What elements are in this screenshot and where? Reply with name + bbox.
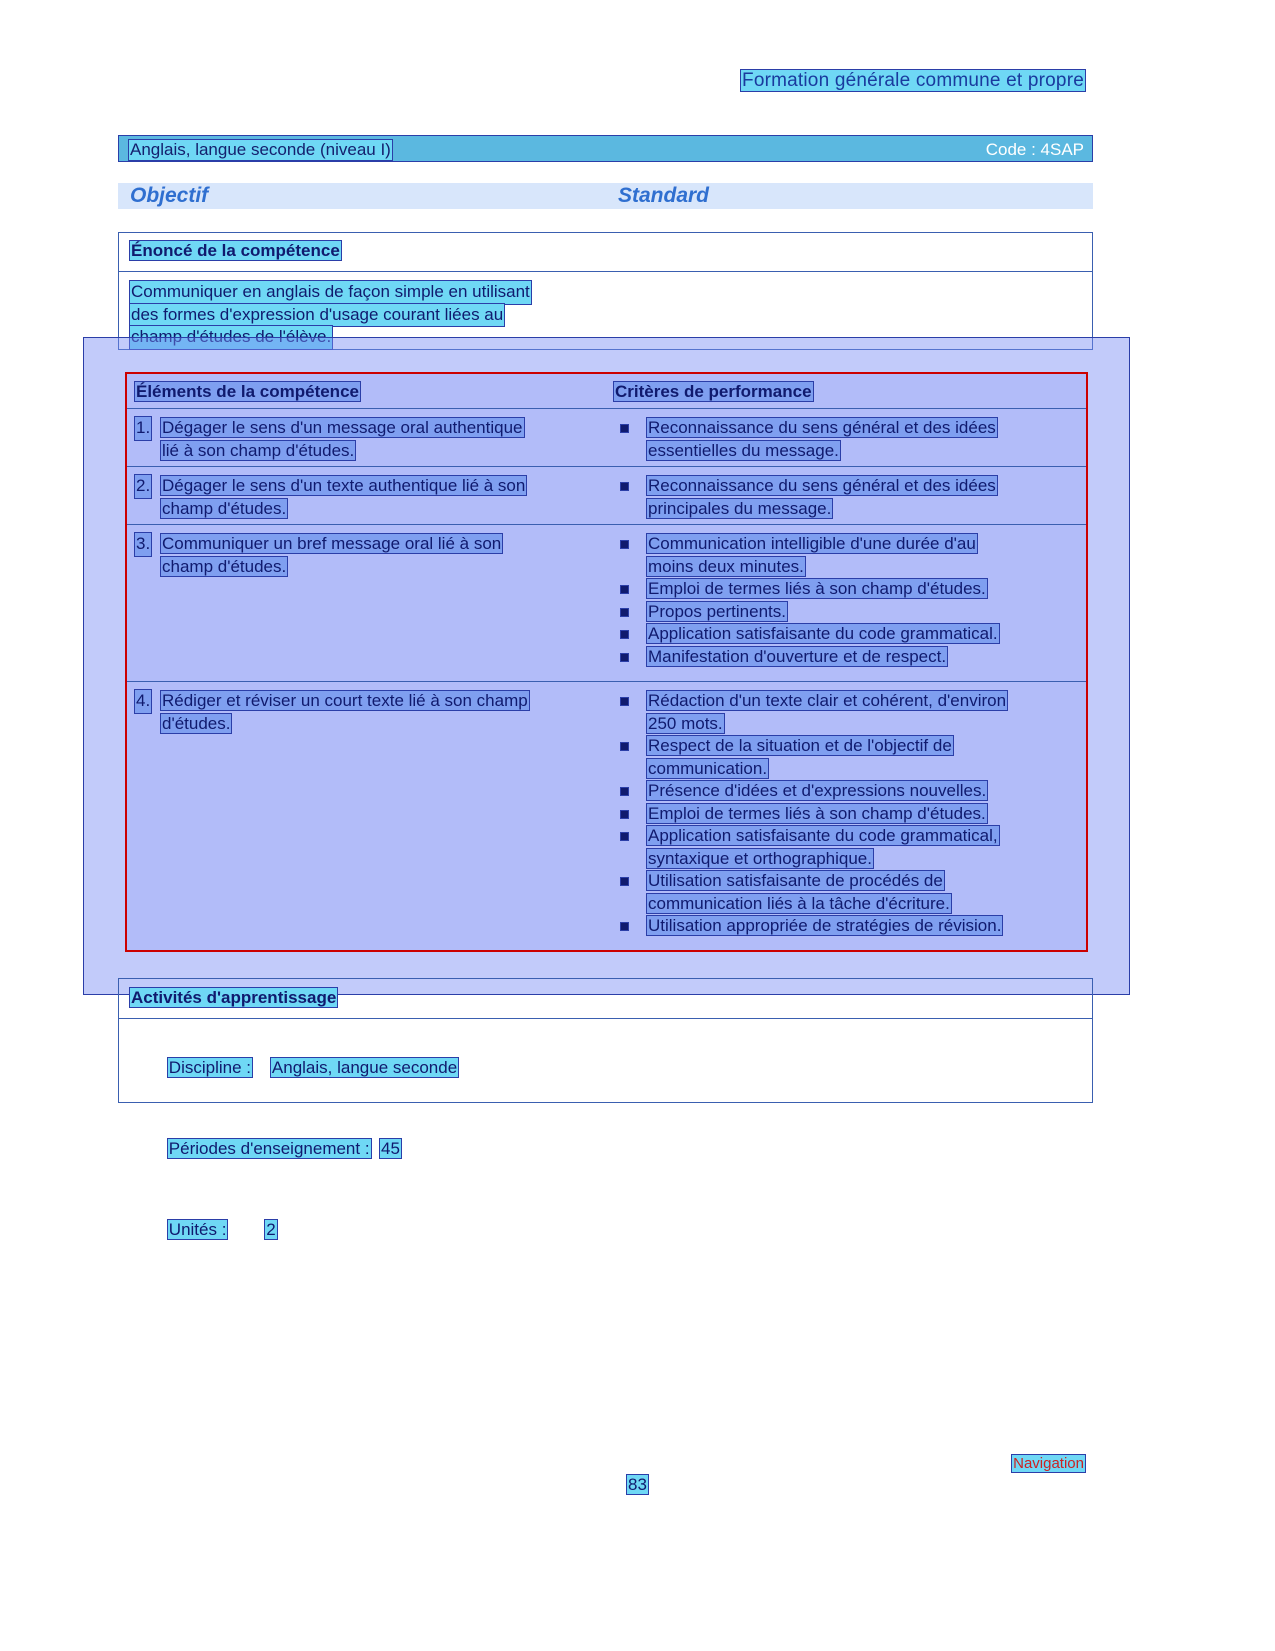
enonce-divider (119, 271, 1092, 272)
element-cell: 3. Communiquer un bref message oral lié à son champ d'études. (136, 534, 502, 576)
page-number: 83 (628, 1475, 647, 1494)
activites-line: Périodes d'enseignement : 45 (168, 1139, 400, 1158)
navigation-link[interactable]: Navigation (1013, 1455, 1084, 1472)
bullet-icon (621, 425, 628, 432)
bullet-icon (621, 878, 628, 885)
objectif-label: Objectif (130, 184, 209, 207)
criteria-item: Propos pertinents. (614, 601, 1064, 624)
bullet-icon (621, 743, 628, 750)
activites-box (118, 978, 1093, 1239)
col-header-elements: Éléments de la compétence (136, 382, 359, 401)
criteria-item: Application satisfaisante du code grammatical. (614, 623, 1064, 646)
activites-line: Unités : 2 (168, 1220, 276, 1239)
criteria-item: Emploi de termes liés à son champ d'études. (614, 803, 1064, 826)
activites-divider (119, 1018, 1092, 1019)
criteria-item: Utilisation appropriée de stratégies de révision. (614, 915, 1064, 938)
criteria-item: Reconnaissance du sens général et des idées essentielles du message. (614, 417, 1064, 462)
objectif-standard-header (118, 183, 1093, 209)
table-row (127, 467, 1086, 525)
competence-table (125, 372, 1088, 952)
bullet-icon (621, 586, 628, 593)
criteria-item: Reconnaissance du sens général et des idées principales du message. (614, 475, 1064, 520)
document-header (741, 70, 1085, 92)
element-cell: 2. Dégager le sens d'un texte authentique lié à son champ d'études. (136, 476, 526, 518)
activites-title: Activités d'apprentissage (131, 988, 337, 1007)
criteria-cell (614, 417, 1064, 462)
bullet-icon (621, 923, 628, 930)
bullet-icon (621, 631, 628, 638)
criteria-cell (614, 533, 1064, 668)
course-code: Code : 4SAP (985, 140, 1084, 159)
activites-text (130, 1027, 730, 1270)
col-header-criteres: Critères de performance (615, 382, 812, 401)
table-row (127, 409, 1086, 467)
header-text: Formation générale commune et propre (742, 70, 1084, 91)
criteria-item: Utilisation satisfaisante de procédés de communication liés à la tâche d'écriture. (614, 870, 1064, 915)
bullet-icon (621, 833, 628, 840)
activites-line: Discipline : Anglais, langue seconde (168, 1058, 458, 1077)
bullet-icon (621, 654, 628, 661)
course-name: Anglais, langue seconde (niveau I) (130, 140, 391, 159)
enonce-title: Énoncé de la compétence (131, 241, 340, 260)
criteria-item: Rédaction d'un texte clair et cohérent, d'environ 250 mots. (614, 690, 1064, 735)
criteria-item: Emploi de termes liés à son champ d'études. (614, 578, 1064, 601)
criteria-item: Application satisfaisante du code grammatical, syntaxique et orthographique. (614, 825, 1064, 870)
enonce-box (118, 232, 1093, 350)
bullet-icon (621, 788, 628, 795)
course-title-bar (118, 135, 1093, 162)
element-cell: 1. Dégager le sens d'un message oral authentique lié à son champ d'études. (136, 418, 523, 460)
criteria-item: Respect de la situation et de l'objectif de communication. (614, 735, 1064, 780)
bullet-icon (621, 698, 628, 705)
criteria-item: Manifestation d'ouverture et de respect. (614, 646, 1064, 669)
criteria-item: Présence d'idées et d'expressions nouvelles. (614, 780, 1064, 803)
table-row (127, 525, 1086, 682)
standard-label: Standard (618, 184, 710, 207)
criteria-item: Communication intelligible d'une durée d'au moins deux minutes. (614, 533, 1064, 578)
enonce-text: Communiquer en anglais de façon simple en utilisant des formes d'expression d'usage courant liées au champ d'études de l'élève. (130, 281, 690, 349)
table-row (127, 682, 1086, 950)
element-cell: 4. Rédiger et réviser un court texte lié à son champ d'études. (136, 691, 528, 733)
bullet-icon (621, 541, 628, 548)
criteria-cell (614, 475, 1064, 520)
bullet-icon (621, 811, 628, 818)
criteria-cell (614, 690, 1064, 938)
bullet-icon (621, 483, 628, 490)
bullet-icon (621, 609, 628, 616)
competence-table-header (127, 374, 1086, 409)
